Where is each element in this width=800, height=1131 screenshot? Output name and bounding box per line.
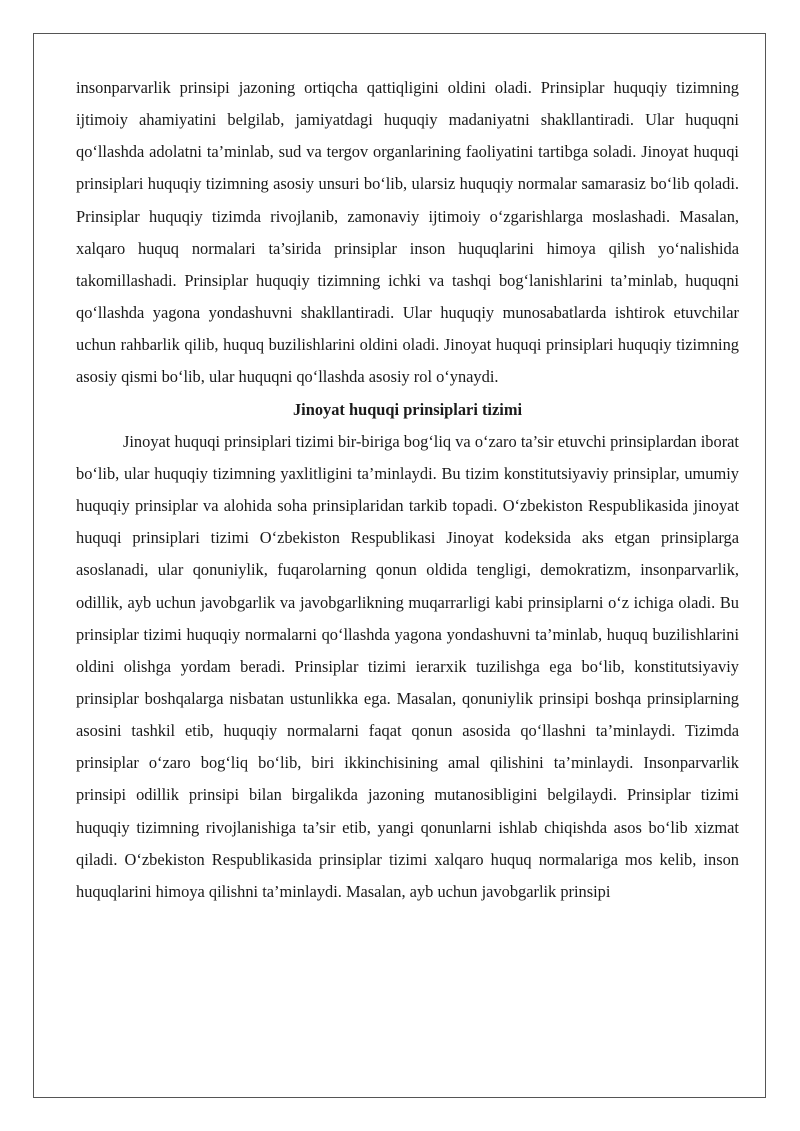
section-heading: Jinoyat huquqi prinsiplari tizimi: [292, 399, 523, 419]
paragraph-continuation: insonparvarlik prinsipi jazoning ortiqcha qattiqligini oldini oladi. Prinsiplar huquqiy tizimning ijtimoiy ahamiyatini belgilab, jamiyatdagi huquqiy madaniyatni shakllantiradi. Ular huquqni qo‘llashda adolatni ta’minlab, sud va tergov organlarining faoliyatini tartibga soladi. Jinoyat huquqi prinsiplari huquqiy tizimning asosiy unsuri bo‘lib, ularsiz huquqiy normalar samarasiz bo‘lib qoladi. Prinsiplar huquqiy tizimda rivojlanib, zamonaviy ijtimoiy o‘zgarishlarga moslashadi. Masalan, xalqaro huquq normalari ta’sirida prinsiplar inson huquqlarini himoya qilish yo‘nalishida takomillashadi. Prinsiplar huquqiy tizimning ichki va tashqi bog‘lanishlarini ta’minlab, huquqni qo‘llashda yagona yondashuvni shakllantiradi. Ular huquqiy munosabatlarda ishtirok etuvchilar uchun rahbarlik qilib, huquq buzilishlarini oldini oladi. Jinoyat huquqi prinsiplari huquqiy tizimning asosiy qismi bo‘lib, ular huquqni qo‘llashda asosiy rol o‘ynaydi.: [76, 78, 739, 387]
document-body: [76, 72, 739, 908]
paragraph-principles-system: Jinoyat huquqi prinsiplari tizimi bir-biriga bog‘liq va o‘zaro ta’sir etuvchi prinsiplardan iborat bo‘lib, ular huquqiy tizimning yaxlitligini ta’minlaydi. Bu tizim konstitutsiyaviy prinsiplar, umumiy huquqiy prinsiplar va alohida soha prinsiplaridan tarkib topadi. O‘zbekiston Respublikasida jinoyat huquqi prinsiplari tizimi O‘zbekiston Respublikasi Jinoyat kodeksida aks etgan prinsiplarga asoslanadi, ular qonuniylik, fuqarolarning qonun oldida tengligi, demokratizm, insonparvarlik, odillik, ayb uchun javobgarlik va javobgarlikning muqarrarligi kabi prinsiplarni o‘z ichiga oladi. Bu prinsiplar tizimi huquqiy normalarni qo‘llashda yagona yondashuvni ta’minlab, huquq buzilishlarini oldini olishga yordam beradi. Prinsiplar tizimi ierarxik tuzilishga ega bo‘lib, konstitutsiyaviy prinsiplar boshqalarga nisbatan ustunlikka ega. Masalan, qonuniylik prinsipi boshqa prinsiplarning asosini tashkil etib, huquqiy normalarni faqat qonun asosida qo‘llashni ta’minlaydi. Tizimda prinsiplar o‘zaro bog‘liq bo‘lib, biri ikkinchisining amal qilishini ta’minlaydi. Insonparvarlik prinsipi odillik prinsipi bilan birgalikda jazoning mutanosibligini belgilaydi. Prinsiplar tizimi huquqiy tizimning rivojlanishiga ta’sir etib, yangi qonunlarni ishlab chiqishda asos bo‘lib xizmat qiladi. O‘zbekiston Respublikasida prinsiplar tizimi xalqaro huquq normalariga mos kelib, inson huquqlarini himoya qilishni ta’minlaydi. Masalan, ayb uchun javobgarlik prinsipi: [76, 431, 739, 901]
